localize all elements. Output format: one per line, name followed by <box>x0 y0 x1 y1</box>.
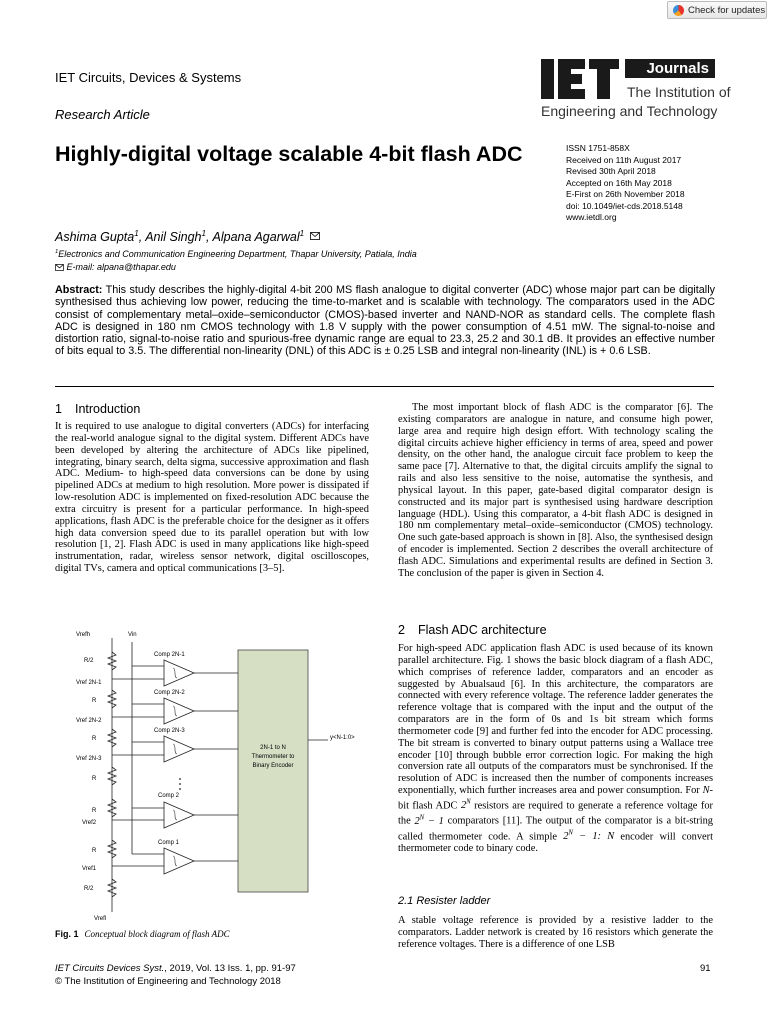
check-for-updates-label: Check for updates <box>688 4 766 16</box>
right-column-subsection <box>398 915 713 951</box>
label-comp-2n1: Comp 2N-1 <box>154 652 185 658</box>
label-r: R <box>92 698 97 704</box>
affiliation <box>55 249 417 259</box>
figure-label: Fig. 1 <box>55 929 79 939</box>
right-column-top <box>398 402 713 580</box>
author-sup: 1 <box>134 229 139 238</box>
math-sup: N <box>466 798 471 806</box>
label-vref1: Vref1 <box>82 866 97 872</box>
crossmark-icon <box>673 5 684 16</box>
journals-label: Journals <box>625 59 715 78</box>
abstract-text: This study describes the highly-digital 4-bit 200 MS flash analogue to digital converter (ADC) whose major part can be digitally synthesised thus achieving low power, reducing the time-to-market and is scalable with technology. The comparators used in the ADC consist of complementary metal–oxide–semiconductor (CMOS)-based inverter and NAND-NOR as standard cells. The complete flash ADC is designed in 180 nm CMOS technology with 1.8 V supply with the power consumption of 4.51 mW. The signal-to-noise and distortion ratio, signal-to-noise ratio and spurious-free dynamic range are equal to 23.3, 25.2 and 30.1 dB. It provides an effective number of bits equal to 3.5. The differential non-linearity (DNL) of this ADC is ± 0.25 LSB and integral non-linearity (INL) is + 0.6 LSB. <box>55 284 715 358</box>
revised-date: Revised 30th April 2018 <box>566 166 656 176</box>
section-title: Introduction <box>75 402 141 416</box>
math-base: 2 <box>460 800 467 812</box>
math-base: 2 <box>414 815 420 827</box>
paper-title: Highly-digital voltage scalable 4-bit flash ADC <box>55 142 523 166</box>
label-comp-2n3: Comp 2N-3 <box>154 728 185 734</box>
subsection-heading <box>398 895 490 907</box>
author-name: Ashima Gupta <box>55 230 135 245</box>
envelope-icon <box>310 232 320 240</box>
page-number: 91 <box>700 963 711 974</box>
label-r2-top: R/2 <box>84 658 94 664</box>
label-output: y<N-1:0> <box>330 735 355 741</box>
journal-name: IET Circuits, Devices & Systems <box>55 70 242 85</box>
paragraph: It is required to use analogue to digital converters (ADCs) for interfacing the real-world analogue signal to the digital system. Different ADCs have been developed by altering the architecture of ADCs like pipelined, integrating, binary search, delta sigma, successive approximation and flash ADC. Medium- to high-speed data conversions can be done by using pipelined ADCs at medium to high resolution. More power is dissipated if low-resolution ADC is implemented on fixed-resolution ADC because the extra circuitry is present for a particular performance. In high-speed applications, flash ADC is the preferable choice for the designer as it offers high data conversion speed due to its parallel operation but with low resolution [1, 2]. Flash ADC is used in many applications like high-speed instrumentation, radar, wireless sensor network, digital oscilloscopes, digital TVs, camera and optical communications [3–5]. <box>55 421 369 575</box>
email-link[interactable]: E-mail: alpana@thapar.edu <box>66 262 176 272</box>
subsection-number: 2.1 <box>398 895 414 907</box>
math-rest: − 1 <box>424 815 444 827</box>
label-vref-2n1: Vref 2N-1 <box>76 680 102 686</box>
label-vref2: Vref2 <box>82 820 97 826</box>
author-list: Ashima Gupta$^1$, Anil Singh$^1$, Alpana Agarwal$^1$ <box>55 229 320 244</box>
label-comp2: Comp 2 <box>158 793 180 799</box>
abstract <box>55 284 715 358</box>
article-meta <box>566 143 685 224</box>
math-rest: − 1: N <box>572 831 615 843</box>
label-comp-2n2: Comp 2N-2 <box>154 690 185 696</box>
paragraph: The most important block of flash ADC is the comparator [6]. The existing comparators are analogue in nature, and consume high power, large area and require high design effort. With technology scaling the digital circuits achieve higher efficiency in terms of area, speed and power density, on the other hand, the analogue circuit face problem to keep the same pace [7]. Alternative to that, the digital circuits amplify the signal to rails and also less sensitive to the noise, automatise the synthesis, and physical layout. In this paper, gate-based digital comparator design is constructed and its major part is synthesised using hardware description language (HDL). Using this comparator, a 4-bit flash ADC is designed in 180 nm complementary metal–oxide–semiconductor (CMOS) technology. One such gate-based approach is shown in [8]. Also, the synthesised design of encoder is implemented. Section 2 describes the overall architecture of flash ADC. Simulations and experimental results are defined in Section 3. The conclusion of the paper is given in Section 4. <box>398 402 713 579</box>
email-line <box>55 262 176 272</box>
section-number: 1 <box>55 402 62 416</box>
citation <box>55 963 296 976</box>
institution-line2: Engineering and Technology <box>541 103 718 119</box>
label-vrefh: Vrefh <box>76 632 91 638</box>
label-r: R <box>92 848 97 854</box>
left-column <box>55 421 369 575</box>
paragraph-text: encoder will convert thermometer code to binary code. <box>398 831 713 854</box>
math-2n-1-n <box>563 831 614 842</box>
subsection-title: Resister ladder <box>416 895 491 907</box>
section-title: Flash ADC architecture <box>418 623 547 637</box>
label-comp1: Comp 1 <box>158 840 180 846</box>
section-heading <box>55 402 140 416</box>
section-heading <box>398 623 547 637</box>
check-for-updates-button[interactable] <box>667 1 767 19</box>
paragraph-text: For high-speed ADC application flash ADC is used because of its known parallel architecture. Fig. 1 shows the basic block diagram of a flash ADC, which comprises of reference ladder, comparators and an encoder as suggested by Abualsaud [6]. In this architecture, the comparators are connected with every reference voltage. The reference ladder generates the reference voltage that is compared with the input and the output of the comparators are in the form of 0s and 1s bit stream which forms thermometer code [9] and further fed into the encoder for ADC processing. The bit stream is converted to binary output patterns using a Wallace tree encoder [10] through bubble error correction logic. For making the high conversion rate all outputs of the comparators must be synchronised. If the resolution of ADC is increased then the number of components increases exponentially, which further increases area and power consumption. For <box>398 643 713 797</box>
copyright: © The Institution of Engineering and Technology 2018 <box>55 975 281 987</box>
math-sup: N <box>568 829 573 837</box>
author-sup: 1 <box>201 229 207 238</box>
iet-letters-icon <box>541 59 619 99</box>
paragraph-text: comparators [11]. The output of the comparator is a bit-string called thermometer code. A simple <box>398 815 714 843</box>
author-name: Anil Singh <box>145 230 202 245</box>
figure-caption <box>55 929 230 939</box>
citation-details: , 2019, Vol. 13 Iss. 1, pp. 91-97 <box>164 963 296 974</box>
flash-adc-block-diagram <box>70 622 400 922</box>
footer <box>55 963 296 988</box>
paragraph-text: resistors are required to generate a reference voltage for the <box>398 800 713 827</box>
article-type: Research Article <box>55 107 150 122</box>
affiliation-sup: 1 <box>55 249 59 255</box>
label-vin: Vin <box>128 632 137 638</box>
envelope-icon <box>55 264 64 271</box>
abstract-label: Abstract: <box>55 284 103 296</box>
institution-line1: The Institution of <box>627 84 731 100</box>
label-r: R <box>92 736 97 742</box>
citation-journal: IET Circuits Devices Syst. <box>55 963 165 974</box>
paragraph <box>398 643 713 855</box>
iet-logo <box>541 59 731 124</box>
paragraph-text: -bit flash ADC <box>398 785 713 812</box>
doi-link[interactable]: doi: 10.1049/iet-cds.2018.5148 <box>566 200 683 211</box>
efirst-date: E-First on 26th November 2018 <box>566 189 685 199</box>
label-r: R <box>92 808 97 814</box>
math-2n <box>461 800 471 811</box>
accepted-date: Accepted on 16th May 2018 <box>566 177 672 188</box>
paragraph: A stable voltage reference is provided by a resistive ladder to the comparators. Ladder network is created by 16 resistors which generate the reference voltages. There is a difference of one LSB <box>398 915 713 950</box>
encoder-block <box>238 650 308 892</box>
math-n: N <box>702 785 710 797</box>
author-name: Alpana Agarwal <box>212 230 300 245</box>
label-vrefl: Vrefl <box>94 916 107 922</box>
right-column-section2 <box>398 643 713 855</box>
received-date: Received on 11th August 2017 <box>566 154 682 165</box>
divider <box>55 386 714 387</box>
math-base: 2 <box>563 831 569 843</box>
author-sup: 1 <box>299 229 305 238</box>
math-2n-1 <box>414 816 443 827</box>
encoder-line2: Thermometer to <box>251 754 295 760</box>
encoder-line3: Binary Encoder <box>252 763 294 769</box>
section-number: 2 <box>398 623 405 637</box>
math-sup: N <box>419 814 425 822</box>
label-vref-2n3: Vref 2N-3 <box>76 756 102 762</box>
label-r: R <box>92 776 97 782</box>
label-vref-2n2: Vref 2N-2 <box>76 718 102 724</box>
website-link[interactable]: www.ietdl.org <box>566 212 617 222</box>
affiliation-text: Electronics and Communication Engineering Department, Thapar University, Patiala, India <box>58 249 417 259</box>
encoder-line1: 2N-1 to N <box>260 745 286 751</box>
label-r2-bottom: R/2 <box>84 886 94 892</box>
issn: ISSN 1751-858X <box>566 143 630 153</box>
figure-caption-text: Conceptual block diagram of flash ADC <box>84 929 230 939</box>
